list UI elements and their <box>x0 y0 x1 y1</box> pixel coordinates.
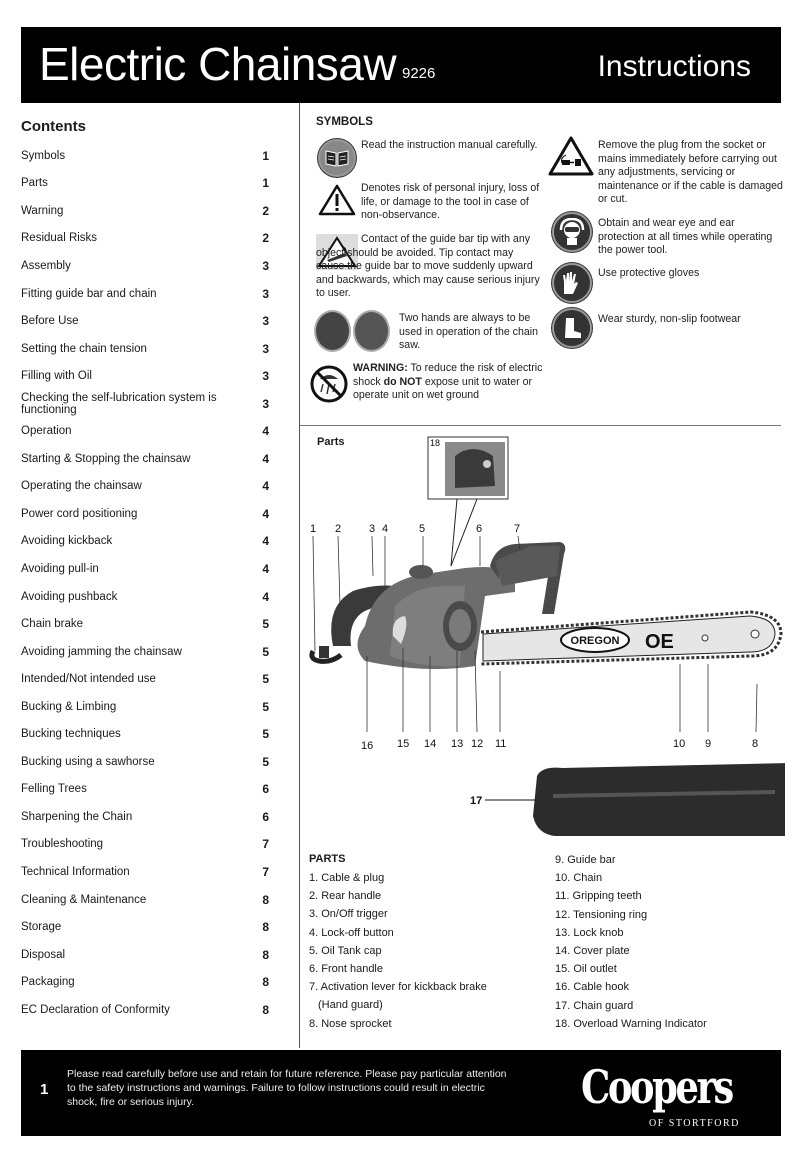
toc-item-page: 1 <box>262 148 269 163</box>
warning-do-not: do NOT <box>383 375 422 388</box>
toc-item-page: 8 <box>262 947 269 962</box>
parts-list-item: 9. Guide bar <box>555 854 616 866</box>
chainsaw-diagram <box>305 436 785 846</box>
toc-item-page: 3 <box>262 369 269 384</box>
toc-item-page: 5 <box>262 644 269 659</box>
callout-18: 18 <box>430 438 441 448</box>
callout-7: 7 <box>514 523 521 535</box>
unplug-text: Remove the plug from the socket or mains immediately before carrying out any adjustments, servicing or maintenance or if the cable is damaged or cut. <box>598 139 783 206</box>
callout-2: 2 <box>335 523 342 535</box>
toc-item-label: Cleaning & Maintenance <box>21 893 147 906</box>
toc-item <box>21 886 269 914</box>
toc-item-page: 3 <box>262 314 269 329</box>
contents-heading: Contents <box>21 118 86 135</box>
toc-item <box>21 583 269 611</box>
parts-list-item: 14. Cover plate <box>555 944 630 957</box>
toc-item <box>21 170 269 198</box>
toc-item <box>21 831 269 859</box>
toc-item <box>21 142 269 170</box>
toc-item <box>21 225 269 253</box>
parts-list-left <box>309 869 539 1033</box>
toc-item-page: 5 <box>262 727 269 742</box>
parts-list-item: 15. Oil outlet <box>555 963 617 976</box>
toc-item <box>21 803 269 831</box>
page-number: 1 <box>40 1081 49 1098</box>
toc-item <box>21 776 269 804</box>
toc-item-label: Residual Risks <box>21 232 98 245</box>
toc-item-page: 7 <box>262 864 269 879</box>
coopers-logo-sub: OF STORTFORD <box>649 1118 740 1129</box>
read-manual-icon <box>318 139 356 177</box>
toc-item-label: Disposal <box>21 948 66 961</box>
eye-ear-protection-icon <box>552 212 592 252</box>
toc-item-label: Checking the self-lubrication system is functioning <box>21 391 217 416</box>
read-manual-text: Read the instruction manual carefully. <box>361 139 538 151</box>
toc-item <box>21 968 269 996</box>
toc-item-label: Setting the chain tension <box>21 342 147 355</box>
header-instructions: Instructions <box>597 50 751 83</box>
toc-item-label: Bucking & Limbing <box>21 700 117 713</box>
section-divider <box>300 425 781 426</box>
toc-item-page: 4 <box>262 424 269 439</box>
footer-notice: Please read carefully before use and retain for future reference. Please pay particular attention to the safety instructions and warnings. Failure to follow instructions could result in electric shock, fire or serious injury. <box>67 1068 507 1109</box>
callout-10: 10 <box>673 738 686 750</box>
toc-item-label: Chain brake <box>21 618 84 631</box>
toc-item <box>21 748 269 776</box>
toc-item-label: Technical Information <box>21 865 130 878</box>
protection-text: Obtain and wear eye and ear protection at all times while operating the power tool. <box>598 217 773 257</box>
oregon-brand-text: OREGON <box>570 635 620 647</box>
warning-text-part1: To reduce the risk of electric shock <box>353 362 543 388</box>
gloves-text: Use protective gloves <box>598 267 700 279</box>
toc-item <box>21 665 269 693</box>
callout-4: 4 <box>382 523 389 535</box>
parts-list-item: 6. Front handle <box>309 962 383 975</box>
gloves-icon <box>552 263 592 303</box>
toc-item-page: 4 <box>262 589 269 604</box>
toc-item <box>21 555 269 583</box>
toc-item <box>21 913 269 941</box>
toc-item <box>21 500 269 528</box>
risk-text: Denotes risk of personal injury, loss of life, or damage to the tool in case of non-observance. <box>361 182 540 222</box>
toc-item <box>21 638 269 666</box>
toc-item <box>21 445 269 473</box>
toc-item <box>21 693 269 721</box>
toc-item <box>21 390 269 418</box>
toc-item-label: Avoiding jamming the chainsaw <box>21 645 182 658</box>
parts-list-item: 2. Rear handle <box>309 890 382 903</box>
toc-item <box>21 528 269 556</box>
column-divider <box>299 103 300 1048</box>
header-bar <box>21 27 781 103</box>
parts-list-item: 11. Gripping teeth <box>555 890 642 903</box>
toc-item <box>21 858 269 886</box>
toc-item-page: 3 <box>262 286 269 301</box>
parts-list-item: 17. Chain guard <box>555 999 634 1012</box>
toc-item-label: Storage <box>21 921 62 934</box>
parts-list-item: (Hand guard) <box>318 999 383 1012</box>
toc-item-page: 5 <box>262 617 269 632</box>
toc-item-label: Before Use <box>21 315 79 328</box>
callout-5: 5 <box>419 523 426 535</box>
toc-item <box>21 417 269 445</box>
parts-list-item: 13. Lock knob <box>555 926 624 939</box>
parts-list-right <box>555 851 781 1033</box>
toc-item-label: Filling with Oil <box>21 370 92 383</box>
document-title: Electric Chainsaw <box>39 38 397 90</box>
toc-item-page: 4 <box>262 451 269 466</box>
parts-list-item: 16. Cable hook <box>555 981 629 994</box>
warning-label: WARNING: <box>353 362 408 374</box>
parts-list-item: 7. Activation lever for kickback brake <box>309 981 487 994</box>
two-hands-icon <box>314 309 390 353</box>
symbols-heading: SYMBOLS <box>316 116 373 128</box>
toc-item-label: Troubleshooting <box>21 838 104 851</box>
kickback-text: Contact of the guide bar tip with any object should be avoided. Tip contact may cause the guide bar to move suddenly upward and backwards, which may cause serious injury to user. <box>316 233 540 300</box>
footer-bar <box>21 1050 781 1136</box>
toc-item-page: 8 <box>262 1002 269 1017</box>
parts-list-item: 10. Chain <box>555 872 603 885</box>
toc-item-page: 4 <box>262 561 269 576</box>
toc-item <box>21 473 269 501</box>
toc-item <box>21 362 269 390</box>
toc-item-label: Starting & Stopping the chainsaw <box>21 452 191 465</box>
toc-item-page: 4 <box>262 534 269 549</box>
toc-item-page: 2 <box>262 203 269 218</box>
toc-item <box>21 996 269 1024</box>
toc-item-label: Fitting guide bar and chain <box>21 287 157 300</box>
model-number: 9226 <box>402 65 436 82</box>
toc-item-label: EC Declaration of Conformity <box>21 1003 170 1016</box>
toc-item-page: 5 <box>262 699 269 714</box>
toc-item <box>21 252 269 280</box>
toc-item <box>21 197 269 225</box>
callout-14: 14 <box>424 738 437 750</box>
toc-item-label: Operating the chainsaw <box>21 480 142 493</box>
toc-item-page: 3 <box>262 341 269 356</box>
callout-1: 1 <box>310 523 317 535</box>
toc-item <box>21 720 269 748</box>
toc-item-page: 3 <box>262 258 269 273</box>
toc-item-page: 2 <box>262 231 269 246</box>
toc-item-label: Sharpening the Chain <box>21 810 133 823</box>
toc-item-label: Felling Trees <box>21 783 87 796</box>
toc-item <box>21 610 269 638</box>
toc-item-label: Assembly <box>21 259 71 272</box>
callout-8: 8 <box>752 738 759 750</box>
toc-item-label: Avoiding kickback <box>21 535 113 548</box>
coopers-logo: Coopers <box>581 1060 732 1114</box>
callout-16: 16 <box>361 740 374 752</box>
callout-3: 3 <box>369 523 376 535</box>
toc-item-label: Bucking techniques <box>21 728 121 741</box>
toc-item-page: 8 <box>262 920 269 935</box>
parts-list-heading: PARTS <box>309 853 346 865</box>
toc-item-page: 3 <box>262 396 269 411</box>
toc-item-label: Parts <box>21 177 48 190</box>
callout-15: 15 <box>397 738 410 750</box>
toc-item-page: 4 <box>262 479 269 494</box>
parts-list-item: 18. Overload Warning Indicator <box>555 1017 707 1030</box>
boot-icon <box>552 308 592 348</box>
callout-17: 17 <box>470 795 483 807</box>
toc-item-page: 5 <box>262 754 269 769</box>
toc-item-label: Bucking using a sawhorse <box>21 755 155 768</box>
toc-item-label: Operation <box>21 425 72 438</box>
callout-13: 13 <box>451 738 464 750</box>
footwear-text: Wear sturdy, non-slip footwear <box>598 313 741 325</box>
toc-item-page: 6 <box>262 782 269 797</box>
toc-item <box>21 280 269 308</box>
callout-12: 12 <box>471 738 484 750</box>
toc-item-page: 8 <box>262 975 269 990</box>
toc-item-label: Symbols <box>21 149 66 162</box>
toc-item <box>21 941 269 969</box>
parts-list-item: 12. Tensioning ring <box>555 908 648 921</box>
warning-text <box>353 362 543 403</box>
toc-item-label: Avoiding pushback <box>21 590 118 603</box>
no-rain-icon <box>309 364 349 404</box>
callout-9: 9 <box>705 738 712 750</box>
unplug-warning-icon <box>548 135 594 177</box>
toc-item-label: Warning <box>21 204 64 217</box>
warning-text-part2: expose unit to water or operate unit on wet ground <box>353 375 532 402</box>
parts-list-item: 3. On/Off trigger <box>309 908 388 921</box>
parts-diagram-title: Parts <box>317 436 345 448</box>
oe-brand-text: OE <box>645 631 674 653</box>
parts-list-item: 1. Cable & plug <box>309 872 385 884</box>
warning-triangle-icon <box>318 183 356 217</box>
toc-item <box>21 335 269 363</box>
toc-item-page: 4 <box>262 506 269 521</box>
toc-item-label: Intended/Not intended use <box>21 673 156 686</box>
toc-item-label: Power cord positioning <box>21 507 138 520</box>
table-of-contents <box>21 142 269 1024</box>
toc-item <box>21 307 269 335</box>
callout-11: 11 <box>495 738 507 750</box>
toc-item-page: 8 <box>262 892 269 907</box>
parts-list-item: 8. Nose sprocket <box>309 1017 392 1030</box>
toc-item-label: Avoiding pull-in <box>21 562 99 575</box>
toc-item-page: 6 <box>262 809 269 824</box>
parts-list-item: 4. Lock-off button <box>309 926 394 939</box>
toc-item-page: 5 <box>262 672 269 687</box>
toc-item-page: 7 <box>262 837 269 852</box>
callout-6: 6 <box>476 523 483 535</box>
toc-item-page: 1 <box>262 176 269 191</box>
toc-item-label: Packaging <box>21 976 75 989</box>
two-hands-text: Two hands are always to be used in operation of the chain saw. <box>399 312 538 352</box>
parts-list-item: 5. Oil Tank cap <box>309 944 382 957</box>
